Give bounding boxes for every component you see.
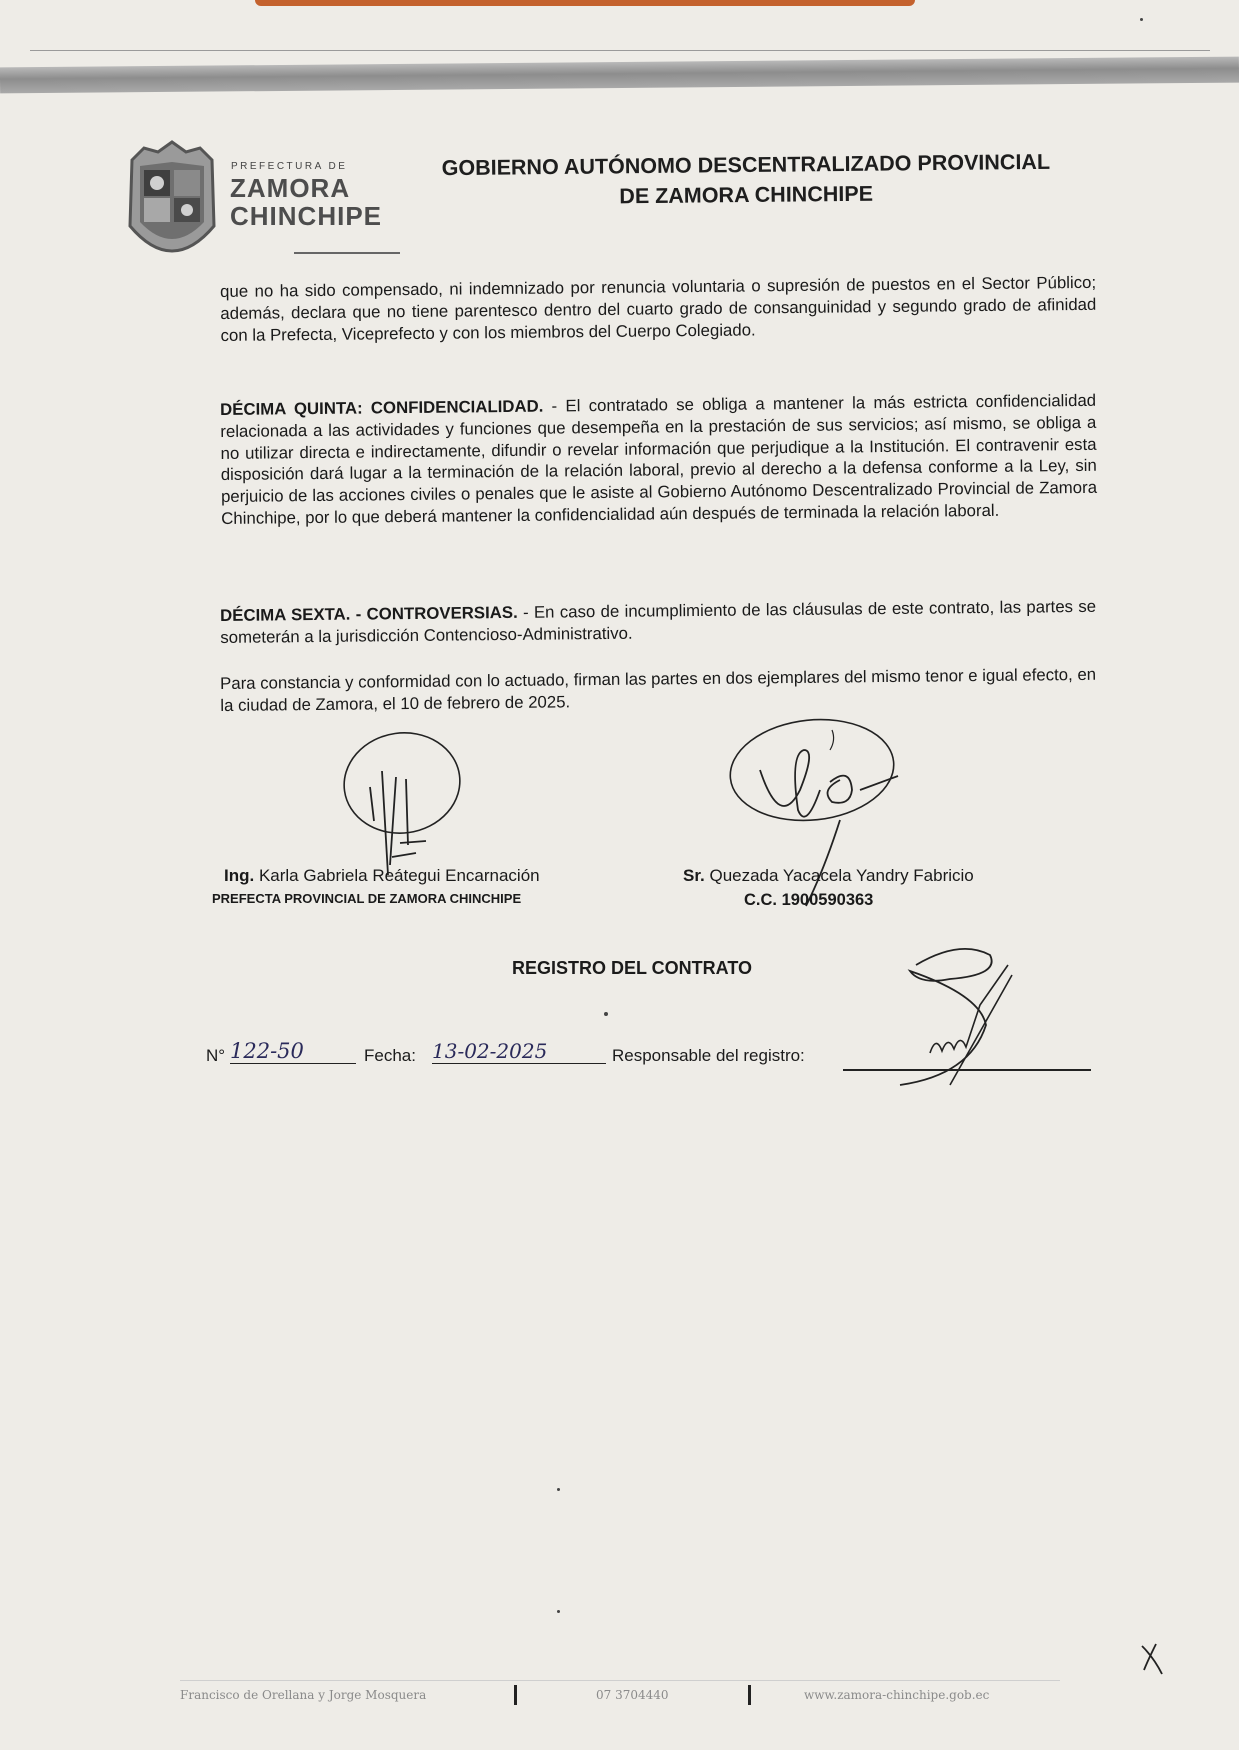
mark-dot — [557, 1610, 560, 1613]
logo-line-1: ZAMORA — [230, 173, 351, 203]
clause-heading: DÉCIMA SEXTA. - CONTROVERSIAS. — [220, 602, 518, 625]
document-header — [396, 146, 1097, 213]
clause-text: - El contratado se obliga a mantener la más estricta confidencialidad relacionada a las actividades y funciones que desempeña en la prestación de sus servicios; así mismo, se obliga a no utilizar directa e indirectamente, difundir o revelar información que perjudique a la Institución. El contravenir esta disposición dará lugar a la terminación de la relación laboral, previo al derecho a la defensa conforme a la Ley, sin perjuicio de las acciones civiles o penales que le asiste al Gobierno Autónomo Descentralizado Provincial de Zamora Chinchipe, por lo que deberá mantener la confidencialidad aún después de terminada la relación laboral. — [220, 390, 1098, 528]
title: Ing. — [224, 866, 255, 885]
footer-website: www.zamora-chinchipe.gob.ec — [804, 1688, 990, 1702]
footer-divider — [180, 1680, 1060, 1681]
registro-number-value: 122-50 — [230, 1039, 356, 1064]
registro-title: REGISTRO DEL CONTRATO — [512, 958, 753, 978]
page-top-edge — [255, 0, 915, 6]
footer-address: Francisco de Orellana y Jorge Mosquera — [180, 1688, 427, 1702]
paragraph-confidencialidad — [220, 390, 1097, 530]
mark-dot — [1140, 18, 1143, 21]
prefectura-logo — [124, 140, 414, 275]
margin-mark-icon — [1136, 1640, 1172, 1680]
right-signatory-name — [683, 866, 974, 886]
left-signatory-role: PREFECTA PROVINCIAL DE ZAMORA CHINCHIPE — [212, 891, 522, 906]
registro-signature-icon — [880, 935, 1030, 1095]
logo-small-text: PREFECTURA DE — [231, 161, 348, 172]
left-signature-icon — [330, 725, 470, 885]
logo-divider — [294, 252, 400, 254]
clause-text: - En caso de incumplimiento de las cláusulas de este contrato, las partes se someterán a la jurisdicción Contencioso-Administrativo. — [220, 596, 1097, 647]
header-title-line-1: GOBIERNO AUTÓNOMO DESCENTRALIZADO PROVINCIAL — [441, 149, 1051, 181]
scan-line — [30, 50, 1210, 51]
shield-icon — [124, 140, 220, 270]
footer-separator — [748, 1685, 751, 1705]
name: Karla Gabriela Reátegui Encarnación — [254, 866, 540, 885]
logo-line-2: CHINCHIPE — [230, 201, 383, 231]
header-title-line-2: DE ZAMORA CHINCHIPE — [619, 181, 874, 209]
title: Sr. — [683, 866, 705, 885]
registro-responsible-label: Responsable del registro: — [612, 1046, 805, 1065]
left-signatory-name — [224, 866, 540, 886]
paragraph-constancia: Para constancia y conformidad con lo actuado, firman las partes en dos ejemplares del mismo tenor e igual efecto, en la ciudad de Zamora, el 10 de febrero de 2025. — [220, 664, 1097, 715]
footer-phone: 07 3704440 — [596, 1688, 669, 1702]
right-signatory-id: C.C. 1900590363 — [744, 891, 874, 909]
clause-heading: DÉCIMA QUINTA: CONFIDENCIALIDAD. — [220, 396, 544, 419]
registro-date-value: 13-02-2025 — [432, 1039, 606, 1064]
registro-number-label: N° — [206, 1046, 226, 1065]
name: Quezada Yacacela Yandry Fabricio — [704, 866, 974, 885]
registro-date-label: Fecha: — [364, 1046, 416, 1065]
paragraph-controversias — [220, 596, 1096, 649]
paragraph-intro: que no ha sido compensado, ni indemnizado por renuncia voluntaria o supresión de puestos en el Sector Público; además, declara que no tiene parentesco dentro del cuarto grado de consanguinidad y segundo grado de afinidad con la Prefecta, Viceprefecto y con los miembros del Cuerpo Colegiado. — [220, 272, 1097, 345]
scan-shadow-bar — [0, 57, 1239, 94]
footer-separator — [514, 1685, 517, 1705]
mark-dot — [604, 1012, 608, 1016]
mark-dot — [557, 1488, 560, 1491]
